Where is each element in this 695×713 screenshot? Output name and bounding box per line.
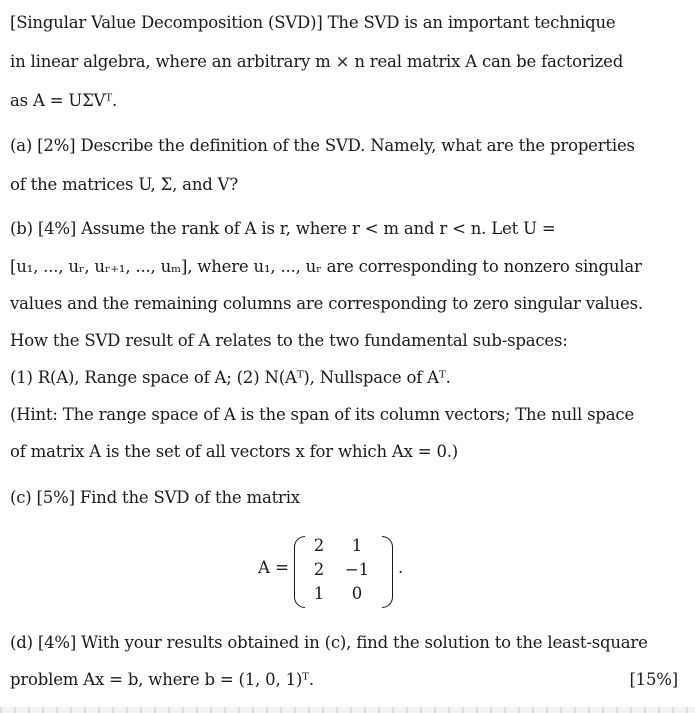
matrix-equation [258, 532, 418, 610]
part-b-text-line: How the SVD result of A relates to the two fundamental sub-spaces: [10, 331, 568, 350]
part-a-text-line: (a) [2%] Describe the definition of the SVD. Namely, what are the properties [10, 136, 635, 155]
left-paren [294, 536, 305, 608]
matrix-lhs: A = [258, 558, 289, 577]
matrix-period: . [398, 558, 404, 577]
part-b-text-line: (b) [4%] Assume the rank of A is r, where r < m and r < n. Let U = [10, 219, 556, 238]
matrix-entries [306, 535, 382, 605]
problem-text-line: as A = UΣVᵀ. [10, 91, 118, 110]
matrix-cell: −1 [344, 560, 370, 579]
part-b-text-line: values and the remaining columns are corresponding to zero singular values. [10, 294, 643, 313]
part-d-text-line: (d) [4%] With your results obtained in (c), find the solution to the least-square [10, 633, 648, 652]
problem-text-line: in linear algebra, where an arbitrary m × n real matrix A can be factorized [10, 52, 624, 71]
matrix-cell: 0 [351, 584, 363, 603]
part-d-text-line [10, 669, 678, 691]
part-c-text-line: (c) [5%] Find the SVD of the matrix [10, 488, 300, 507]
hint-text-line: of matrix A is the set of all vectors x for which Ax = 0.) [10, 442, 459, 461]
matrix-cell: 2 [313, 536, 325, 555]
total-marks: [15%] [629, 670, 678, 689]
matrix-cell: 2 [313, 560, 325, 579]
matrix-cell: 1 [351, 536, 363, 555]
matrix-cell: 1 [313, 584, 325, 603]
part-d-text: problem Ax = b, where b = (1, 0, 1)ᵀ. [10, 670, 314, 689]
bottom-ruler [0, 707, 695, 713]
hint-text-line: (Hint: The range space of A is the span of its column vectors; The null space [10, 405, 635, 424]
right-paren [382, 536, 393, 608]
part-a-text-line: of the matrices U, Σ, and V? [10, 175, 239, 194]
problem-text-line: [Singular Value Decomposition (SVD)] The SVD is an important technique [10, 13, 616, 32]
part-b-text-line: (1) R(A), Range space of A; (2) N(Aᵀ), Nullspace of Aᵀ. [10, 368, 451, 387]
part-b-text-line: [u₁, ..., uᵣ, uᵣ₊₁, ..., uₘ], where u₁, ..., uᵣ are corresponding to nonzero singular [10, 257, 642, 276]
